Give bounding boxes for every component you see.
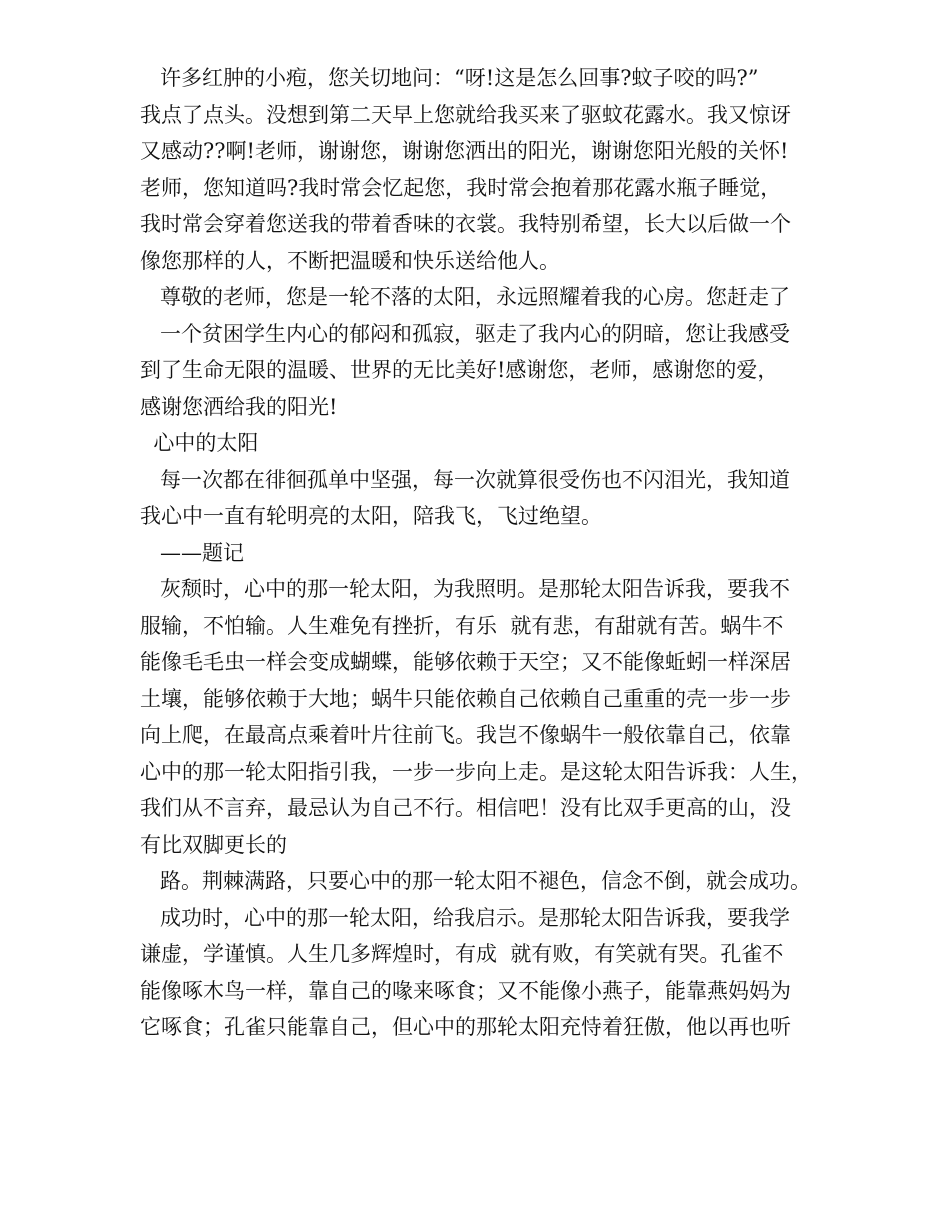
text-line: 许多红肿的小疱，您关切地问：“呀!这是怎么回事?蚊子咬的吗?” xyxy=(140,66,759,90)
text-line: 灰颓时，心中的那一轮太阳，为我照明。是那轮太阳告诉我，要我不 xyxy=(140,577,791,601)
text-line: 能像毛毛虫一样会变成蝴蝶，能够依赖于天空；又不能像蚯蚓一样深居 xyxy=(140,650,791,674)
section-heading: 心中的太阳 xyxy=(140,431,259,455)
text-line: 向上爬，在最高点乘着叶片往前飞。我岂不像蜗牛一般依靠自己，依靠 xyxy=(140,723,791,747)
text-line: 成功时，心中的那一轮太阳，给我启示。是那轮太阳告诉我，要我学 xyxy=(140,905,791,930)
text-line: 服输，不怕输。人生难免有挫折，有乐 就有悲，有甜就有苦。蜗牛不 xyxy=(140,613,784,638)
text-line: 我时常会穿着您送我的带着香味的衣裳。我特别希望，长大以后做一个 xyxy=(140,212,791,236)
text-line: 我心中一直有轮明亮的太阳，陪我飞，飞过绝望。 xyxy=(140,504,602,528)
text-line: 感谢您洒给我的阳光! xyxy=(140,394,338,419)
text-line: 心中的那一轮太阳指引我，一步一步向上走。是这轮太阳告诉我：人生， xyxy=(140,759,812,784)
text-line: 它啄食；孔雀只能靠自己，但心中的那轮太阳充恃着狂傲，他以再也听 xyxy=(140,1015,791,1039)
text-line: 到了生命无限的温暖、世界的无比美好!感谢您，老师，感谢您的爱， xyxy=(140,358,779,382)
text-line: 有比双脚更长的 xyxy=(140,832,287,857)
text-line: 我点了点头。没想到第二天早上您就给我买来了驱蚊花露水。我又惊讶 xyxy=(140,102,791,127)
epigraph-attribution: ——题记 xyxy=(140,540,245,565)
text-line: 路。荆棘满路，只要心中的那一轮太阳不褪色，信念不倒，就会成功。 xyxy=(140,869,812,893)
text-line: 能像啄木鸟一样，靠自己的喙来啄食；又不能像小燕子，能靠燕妈妈为 xyxy=(140,978,791,1003)
text-line: 又感动??啊!老师，谢谢您，谢谢您洒出的阳光，谢谢您阳光般的关怀! xyxy=(140,139,789,163)
text-line: 像您那样的人，不断把温暖和快乐送给他人。 xyxy=(140,248,560,273)
text-line: 土壤，能够依赖于大地；蜗牛只能依赖自己依赖自己重重的壳一步一步 xyxy=(140,686,791,711)
text-line: 一个贫困学生内心的郁闷和孤寂，驱走了我内心的阴暗，您让我感受 xyxy=(140,321,791,346)
text-line: 我们从不言弃，最忌认为自己不行。相信吧！没有比双手更高的山，没 xyxy=(140,796,791,820)
text-line: 老师，您知道吗?我时常会忆起您，我时常会抱着那花露水瓶子睡觉， xyxy=(140,175,782,200)
essay-text-body xyxy=(140,60,830,1046)
text-line: 每一次都在徘徊孤单中坚强，每一次就算很受伤也不闪泪光，我知道 xyxy=(140,467,791,492)
text-line: 谦虚，学谨慎。人生几多辉煌时，有成 就有败，有笑就有哭。孔雀不 xyxy=(140,942,784,966)
text-line: 尊敬的老师，您是一轮不落的太阳，永远照耀着我的心房。您赶走了 xyxy=(140,285,791,309)
